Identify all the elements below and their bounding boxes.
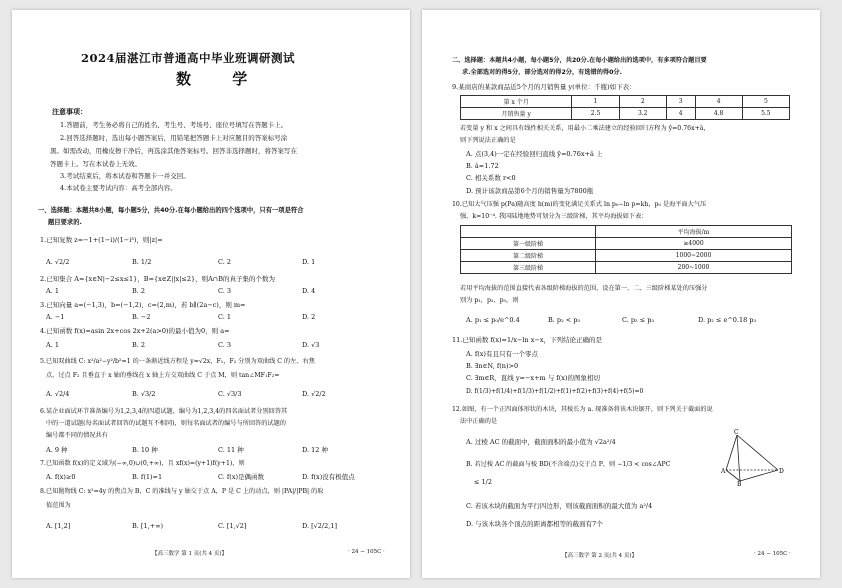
option: A. 1 <box>46 341 59 349</box>
page-footer: 【高三数学 第 1 页(共 4 页)】 <box>152 551 228 557</box>
vertex-label-b: B <box>737 481 742 488</box>
option: C. 11 种 <box>218 446 244 454</box>
option: D. f(1/3)+f(1/4)+f(1/3)+f(1/2)+f(1)+f(2)+f(3)+f(4)+f(5)=0 <box>466 388 644 395</box>
option: A. √2/2 <box>46 258 70 266</box>
option: A. 过棱 AC 的截面中，截面面积的最小值为 √2a²/4 <box>466 438 616 446</box>
question-10-cont: 强，k=10⁻⁴. 我国陆地地势可划分为三级阶梯，其平均海拔如下表： <box>460 213 648 220</box>
exam-page-1 <box>12 10 410 578</box>
table-cell: 3 <box>666 96 695 108</box>
option: A. 点(3,4)一定在经验回归直线 ŷ=0.76x+â 上 <box>466 150 603 158</box>
notice-line: 2.回答选择题时，选出每小题答案后，用铅笔把答题卡上对应题目的答案标号涂 <box>60 134 288 142</box>
question-7: 7.已知函数 f(x)的定义域为(−∞,0)∪(0,+∞)，且 xf(x)=(y+1)f(y+1)，则 <box>40 460 245 467</box>
table-cell: 5.5 <box>742 108 789 120</box>
page-footer: 【高三数学 第 2 页(共 4 页)】 <box>562 553 638 559</box>
option: C. 3 <box>218 287 232 295</box>
question-5: 5.已知双曲线 C: x²/a²−y²/b²=1 的一条渐近线方程是 y=√2x，F₁，F₂ 分别为双曲线 C 的左、右焦 <box>40 358 315 365</box>
option: B. ∃n∈N, f(n)>0 <box>466 362 519 370</box>
option: C. f(x)是偶函数 <box>218 473 265 481</box>
option: D. 2 <box>302 313 316 321</box>
table-cell <box>461 226 596 238</box>
option: D. 12 种 <box>302 446 328 454</box>
option: C. p₂ ≤ p₃ <box>622 316 654 324</box>
table-cell: 平均海拔/m <box>596 226 792 238</box>
option: A. 1 <box>46 287 59 295</box>
option: C. ∃m∈R，直线 y=−x+m 与 f(x)的图象相切 <box>466 374 600 382</box>
option: B. −2 <box>132 313 151 321</box>
vertex-label-d: D <box>779 468 784 475</box>
edge-cd <box>737 435 778 470</box>
table-cell: 4 <box>695 96 742 108</box>
option: D. 预计该款商品第6个月的销售量为7800瓶 <box>466 187 594 195</box>
option: A. p₁ ≤ p₀/e^0.4 <box>466 316 520 324</box>
option: A. √2/4 <box>46 390 70 398</box>
option: A. 9 种 <box>46 446 68 454</box>
section-2-heading: 二、选择题：本题共4小题，每小题5分，共20分.在每小题给出的选项中，有多项符合题目要 <box>452 57 707 64</box>
edge-ab <box>726 470 740 481</box>
question-8-cont: 值范围为 <box>46 502 71 509</box>
option-cont: ≤ 1/2 <box>474 478 492 486</box>
option: A. f(x)≥0 <box>46 473 76 481</box>
question-6-cont: 编号都不同的情况共有 <box>46 432 108 439</box>
table-cell: ≥4000 <box>596 238 792 250</box>
notice-line: 3.考试结束后，将本试卷和答题卡一并交回。 <box>60 172 190 180</box>
question-12: 12.如图，有一个正四面体形状的木块，其棱长为 a. 现准备将该木块锯开，则下列关于截面的说 <box>452 406 713 413</box>
option: C. 3 <box>218 341 232 349</box>
table-row <box>461 96 790 108</box>
option: D. √2/2 <box>302 390 326 398</box>
section-1-heading: 一、选择题：本题共8小题，每小题5分，共40分.在每小题给出的四个选项中，只有一项是符合 <box>38 207 304 214</box>
table-cell: 1000~2000 <box>596 250 792 262</box>
option: C. 若该木块的截面为平行四边形，则该截面面积的最大值为 a²/4 <box>466 502 653 510</box>
notice-title: 注意事项： <box>52 108 87 116</box>
question-9-text: 若变量 y 和 x 之间具有线性相关关系，用最小二乘法建立的经验回归方程为 ŷ=0.76x+â， <box>460 125 710 132</box>
question-4: 4.已知函数 f(x)=asin 2x+cos 2x+2(a>0)的最小值为0，则 a= <box>40 327 230 335</box>
table-cell: 5 <box>742 96 789 108</box>
option: C. 1 <box>218 313 232 321</box>
question-3: 3.已知向量 a=(−1,3)，b=(−1,2)，c=(2,m)，若 b∥(2a−c)，则 m= <box>40 301 246 309</box>
option: B. f(1)=1 <box>132 473 163 481</box>
option: A. [1,2] <box>46 522 71 530</box>
option: D. f(x)没有极值点 <box>302 473 355 481</box>
option: C. 2 <box>218 258 232 266</box>
page-code: · 24 − 105C · <box>754 551 791 557</box>
question-11: 11.已知函数 f(x)=1/x−ln x−x，下列结论正确的是 <box>452 336 603 344</box>
edge-ca <box>726 435 737 470</box>
notice-line: 4.本试卷主要考试内容：高考全部内容。 <box>60 184 177 192</box>
sales-table <box>460 95 790 120</box>
vertex-label-c: C <box>734 429 739 436</box>
notice-line: 黑。如需改动，用橡皮擦干净后，再选涂其他答案标号。回答非选择题时，将答案写在 <box>50 147 297 155</box>
question-6-cont: 中的一道试题(每名面试者回答的试题互不相同)，则每名面试者的编号与所回答的试题的 <box>46 420 286 427</box>
table-cell: 第 x 个月 <box>461 96 572 108</box>
option: B. 2 <box>132 287 146 295</box>
notice-line: 1.答题前，考生务必将自己的姓名、考生号、考场号、座位号填写在答题卡上。 <box>60 121 288 129</box>
table-row <box>461 250 792 262</box>
option: C. 相关系数 r<0 <box>466 174 516 182</box>
vertex-label-a: A <box>721 468 726 475</box>
option: B. â=1.72 <box>466 162 499 170</box>
tetrahedron-figure <box>722 428 784 486</box>
exam-page-2 <box>422 10 820 578</box>
table-cell: 4 <box>666 108 695 120</box>
table-cell: 2 <box>619 96 666 108</box>
table-row <box>461 238 792 250</box>
question-1: 1.已知复数 z=−1+(1−i)/(1−i³)，则|z|= <box>40 236 163 244</box>
table-cell: 月销售量 y <box>461 108 572 120</box>
table-cell: 4.8 <box>695 108 742 120</box>
table-row <box>461 226 792 238</box>
option: D. √3 <box>302 341 320 349</box>
section-2-heading-cont: 求.全部选对的得5分，部分选对的得2分，有选错的得0分. <box>462 69 622 76</box>
question-9: 9.某商店的某款商品近5个月的月销售量 y(单位：千瓶)如下表： <box>452 83 636 91</box>
edge-cb <box>737 435 740 481</box>
option: D. p₂ ≤ e^0.18 p₃ <box>698 316 757 324</box>
option: A. −1 <box>46 313 65 321</box>
table-cell: 200~1000 <box>596 262 792 274</box>
question-12-cont: 法中正确的是 <box>460 418 498 425</box>
option: B. 10 种 <box>132 446 158 454</box>
exam-subject: 数 学 <box>176 70 266 88</box>
question-10-text: 若用平均海拔的范围直接代表各级阶梯海拔的范围，设在第一、二、三级阶梯某处的压强分 <box>460 285 708 292</box>
page-code: · 24 − 105C · <box>348 549 385 555</box>
table-cell: 第三级阶梯 <box>461 262 596 274</box>
option: D. 1 <box>302 258 316 266</box>
option: B. 2 <box>132 341 146 349</box>
table-cell: 第一级阶梯 <box>461 238 596 250</box>
table-cell: 第二级阶梯 <box>461 250 596 262</box>
option: C. √3/3 <box>218 390 242 398</box>
table-row <box>461 262 792 274</box>
question-10: 10.已知大气压强 p(Pa)随高度 h(m)的变化满足关系式 ln p₀−ln p=kh，p₀ 是海平面大气压 <box>452 201 707 208</box>
option: A. f(x)有且只有一个零点 <box>466 350 538 358</box>
question-5-cont: 点，过点 F₂ 且垂直于 x 轴的垂线在 x 轴上方交双曲线 C 于点 M，则 tan∠MF₁F₂= <box>46 372 280 379</box>
section-1-heading-cont: 题目要求的. <box>48 219 82 226</box>
question-8: 8.已知抛物线 C: x²=4y 的焦点为 B，C 的准线与 y 轴交于点 A，P 是 C 上的动点，则 |PA|/|PB| 的取 <box>40 488 324 495</box>
option: C. [1,√2] <box>218 522 247 530</box>
notice-line: 答题卡上。写在本试卷上无效。 <box>50 160 141 168</box>
question-2: 2.已知集合 A={x∈N|−2≤x≤1}，B={x∈Z||x|≤2}，则A∩B的真子集的个数为 <box>40 275 276 283</box>
option: B. √3/2 <box>132 390 156 398</box>
question-9-text: 则下列说法正确的是 <box>460 137 516 144</box>
option: B. 若过棱 AC 的截面与棱 BD(不含端点)交于点 P，则 −1/3 < cos∠APC <box>466 461 671 468</box>
option: D. 与该木块各个顶点的距离都相等的截面有7个 <box>466 520 603 528</box>
option: B. p₂ < p₃ <box>548 316 581 324</box>
table-cell: 2.5 <box>572 108 619 120</box>
option: D. 4 <box>302 287 316 295</box>
question-10-text: 别为 p₁，p₂，p₃，则 <box>460 297 519 304</box>
edge-bd <box>740 470 778 481</box>
option: B. 1/2 <box>132 258 152 266</box>
altitude-table <box>460 225 792 274</box>
question-6: 6.某企业面试环节准备编号为1,2,3,4的四道试题，编号为1,2,3,4的四名面试者分别回答其 <box>40 408 288 415</box>
table-row <box>461 108 790 120</box>
table-cell: 1 <box>572 96 619 108</box>
option: B. [1,+∞) <box>132 522 164 530</box>
table-cell: 3.2 <box>619 108 666 120</box>
exam-title: 2024届湛江市普通高中毕业班调研测试 <box>81 51 296 65</box>
option: D. [√2/2,1] <box>302 522 337 530</box>
